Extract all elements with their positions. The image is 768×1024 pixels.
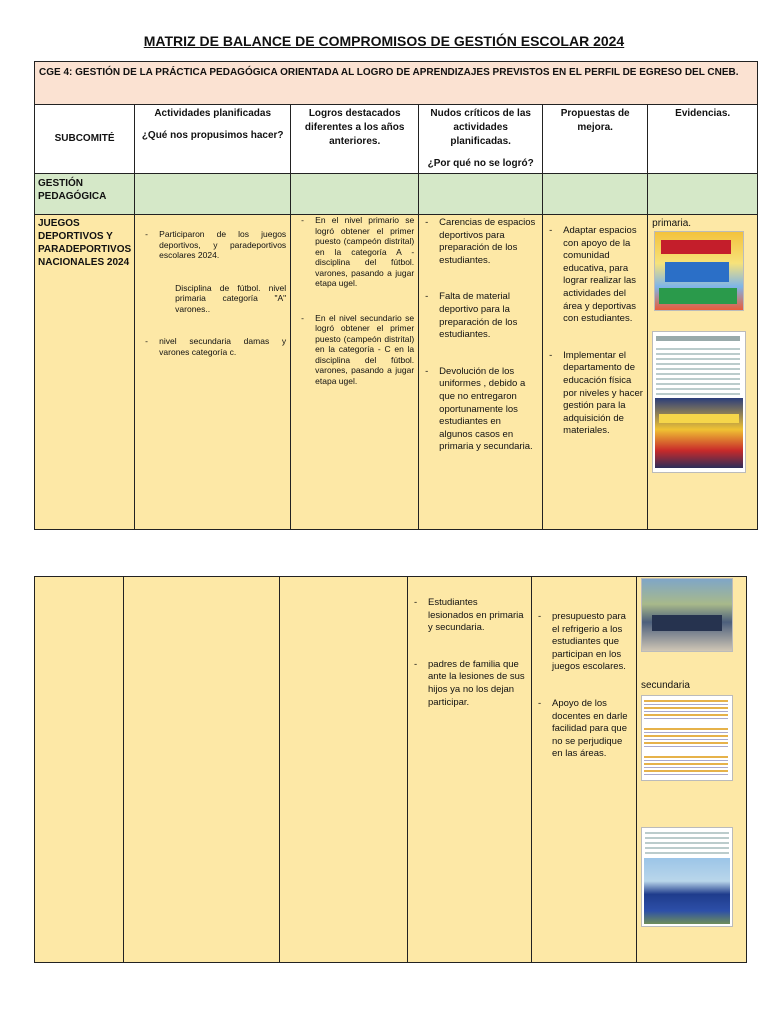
section-label: GESTIÓN PEDAGÓGICA: [35, 174, 135, 215]
tournament-poster-image: [654, 231, 744, 311]
list-item: - Devolución de los uniformes , debido a que no entregaron oportunamente los estudiantes en algunos casos en primaria y secundaria.: [419, 366, 536, 454]
balance-matrix-table: [34, 61, 758, 530]
match-schedule-image: [641, 695, 733, 781]
table-row: [35, 577, 747, 963]
subcomite-cell: [35, 577, 124, 963]
team-photo-image: [641, 578, 733, 652]
balance-matrix-table-continued: [34, 576, 747, 963]
column-header-actividades: Actividades planificadas ¿Qué nos propusimos hacer?: [135, 105, 291, 174]
subcomite-name: JUEGOS DEPORTIVOS Y PARADEPORTIVOS NACIONALES 2024: [35, 215, 135, 530]
cge-header: [35, 62, 758, 105]
list-item: - Carencias de espacios deportivos para preparación de los estudiantes.: [419, 217, 536, 267]
document-title: MATRIZ DE BALANCE DE COMPROMISOS DE GESTIÓN ESCOLAR 2024: [143, 33, 625, 49]
list-item: - Falta de material deportivo para la preparación de los estudiantes.: [419, 291, 536, 341]
evidencias-cell: [637, 577, 747, 963]
list-item: Disciplina de fútbol. nivel primaria categoría "A" varones..: [175, 282, 287, 314]
evidence-label: primaria.: [652, 218, 692, 229]
propuestas-cell: [532, 577, 637, 963]
list-item: - Participaron de los juegos deportivos, y paradeportivos escolares 2024.: [139, 229, 286, 261]
column-header-evidencias: Evidencias.: [648, 105, 758, 174]
logros-cell: [280, 577, 408, 963]
list-item: - Estudiantes lesionados en primaria y secundaria.: [408, 597, 525, 635]
section-row: [35, 174, 758, 215]
list-item: - Adaptar espacios con apoyo de la comunidad educativa, para lograr realizar las actividades del área y deportivas con estudiantes.: [543, 225, 645, 326]
column-header-nudos: Nudos críticos de las actividades planificadas. ¿Por qué no se logró?: [419, 105, 543, 174]
evidencias-cell: [648, 215, 758, 530]
table-row: [35, 215, 758, 530]
team-post-image: [641, 827, 733, 927]
logros-cell: [291, 215, 419, 530]
list-item: - En el nivel primario se logró obtener el primer puesto (campeón distrital) en la categoría A - disciplina del fútbol. varones, pasando a jugar etapa ugel.: [295, 215, 414, 289]
column-header-propuestas: Propuestas de mejora.: [543, 105, 648, 174]
list-item: - nivel secundaria damas y varones categoría c.: [139, 336, 286, 357]
list-item: - presupuesto para el refrigerio a los estudiantes que participan en los juegos escolares.: [532, 611, 634, 674]
list-item: - padres de familia que ante la lesiones de sus hijos ya no los dejan participar.: [408, 659, 525, 709]
column-header-logros: Logros destacados diferentes a los años anteriores.: [291, 105, 419, 174]
facebook-post-image: [652, 331, 746, 473]
nudos-cell: [419, 215, 543, 530]
cge-title: CGE 4: GESTIÓN DE LA PRÁCTICA PEDAGÓGICA ORIENTADA AL LOGRO DE APRENDIZAJES PREVISTOS EN EL PERFIL DE EGRESO DEL CNEB.: [39, 67, 739, 78]
list-item: - Apoyo de los docentes en darle facilidad para que no se perjudique en las áreas.: [532, 698, 634, 761]
list-item: - Implementar el departamento de educación física por niveles y hacer gestión para la adquisición de materiales.: [543, 350, 645, 438]
propuestas-cell: [543, 215, 648, 530]
actividades-cell: [124, 577, 280, 963]
nudos-cell: [408, 577, 532, 963]
evidence-label: secundaria: [641, 680, 690, 691]
actividades-cell: [135, 215, 291, 530]
list-item: - En el nivel secundario se logró obtener el primer puesto (campeón distrital) en la categoría - C en la disciplina del fútbol. varones, pasando a jugar etapa ugel.: [295, 313, 414, 387]
column-header-subcomite: SUBCOMITÉ: [35, 105, 135, 174]
